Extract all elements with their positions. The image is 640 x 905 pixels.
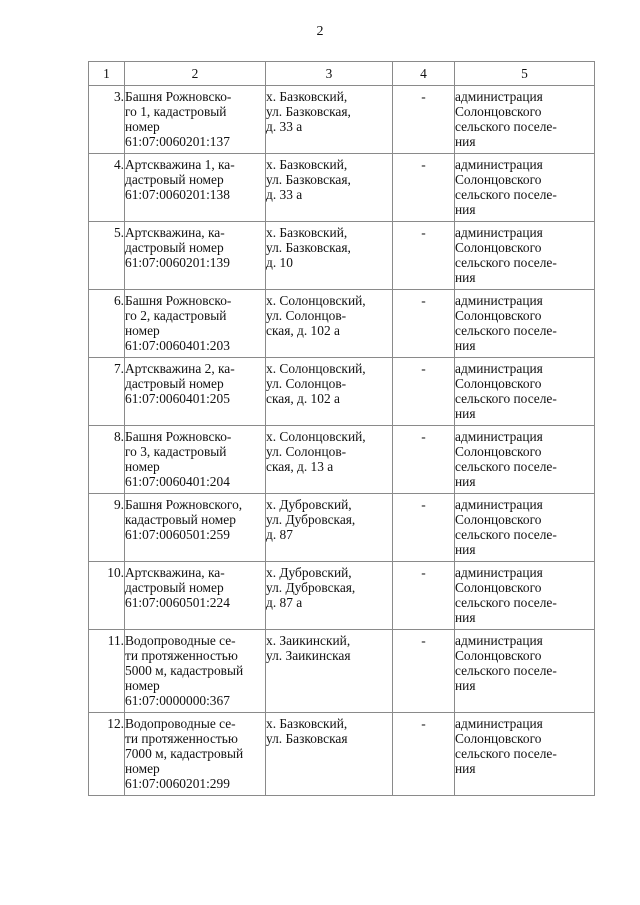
- owner-name-line: сельского поселе-: [455, 527, 557, 542]
- object-address: [266, 630, 393, 713]
- object-address-line: х. Дубровский,: [266, 565, 352, 580]
- column-4-value: -: [393, 86, 455, 154]
- object-description-line: 61:07:0060401:204: [125, 474, 230, 489]
- column-header-5: 5: [455, 62, 595, 86]
- owner-name-line: администрация: [455, 361, 543, 376]
- owner-name-line: ния: [455, 338, 476, 353]
- object-description-line: 61:07:0060501:259: [125, 527, 230, 542]
- owner-name-line: Солонцовского: [455, 512, 542, 527]
- object-description-line: номер: [125, 678, 160, 693]
- table-row: [89, 154, 595, 222]
- column-4-value: -: [393, 154, 455, 222]
- object-address-line: х. Базковский,: [266, 225, 348, 240]
- table-row: [89, 358, 595, 426]
- column-header-3: 3: [266, 62, 393, 86]
- object-description: [125, 562, 266, 630]
- row-number: 3.: [89, 86, 125, 154]
- object-description-line: Артскважина 2, ка-: [125, 361, 235, 376]
- owner-name-line: сельского поселе-: [455, 255, 557, 270]
- owner-name-line: администрация: [455, 716, 543, 731]
- table-row: [89, 494, 595, 562]
- object-address-line: х. Базковский,: [266, 157, 348, 172]
- row-number: 5.: [89, 222, 125, 290]
- object-address-line: д. 10: [266, 255, 293, 270]
- object-address-line: д. 87 а: [266, 595, 303, 610]
- table-row: [89, 222, 595, 290]
- object-address-line: х. Солонцовский,: [266, 429, 366, 444]
- object-description-line: 5000 м, кадастровый: [125, 663, 244, 678]
- object-description-line: ти протяженностью: [125, 731, 238, 746]
- object-address-line: ул. Солонцов-: [266, 376, 347, 391]
- owner-name-line: Солонцовского: [455, 104, 542, 119]
- owner-name-line: администрация: [455, 633, 543, 648]
- owner-name-line: Солонцовского: [455, 731, 542, 746]
- object-description-line: 61:07:0060201:137: [125, 134, 230, 149]
- object-description-line: Артскважина, ка-: [125, 225, 225, 240]
- owner-name-line: ния: [455, 761, 476, 776]
- owner-name: [455, 358, 595, 426]
- table-row: [89, 713, 595, 796]
- owner-name: [455, 222, 595, 290]
- table-header: [89, 62, 595, 86]
- row-number: 8.: [89, 426, 125, 494]
- object-description-line: дастровый номер: [125, 580, 224, 595]
- owner-name-line: сельского поселе-: [455, 595, 557, 610]
- column-4-value: -: [393, 494, 455, 562]
- object-description-line: номер: [125, 119, 160, 134]
- owner-name: [455, 562, 595, 630]
- owner-name-line: администрация: [455, 157, 543, 172]
- row-number: 7.: [89, 358, 125, 426]
- object-address-line: ская, д. 102 а: [266, 391, 340, 406]
- object-address-line: х. Дубровский,: [266, 497, 352, 512]
- object-description-line: дастровый номер: [125, 240, 224, 255]
- owner-name: [455, 426, 595, 494]
- object-address-line: д. 33 а: [266, 187, 303, 202]
- object-address-line: ул. Базковская,: [266, 172, 351, 187]
- object-address-line: ул. Базковская: [266, 731, 348, 746]
- object-description-line: ти протяженностью: [125, 648, 238, 663]
- owner-name: [455, 86, 595, 154]
- object-description-line: Артскважина, ка-: [125, 565, 225, 580]
- object-description: [125, 222, 266, 290]
- object-address: [266, 562, 393, 630]
- owner-name-line: сельского поселе-: [455, 663, 557, 678]
- object-description: [125, 494, 266, 562]
- owner-name-line: сельского поселе-: [455, 323, 557, 338]
- object-address-line: ская, д. 102 а: [266, 323, 340, 338]
- object-address-line: х. Базковский,: [266, 716, 348, 731]
- header-row: [89, 62, 595, 86]
- object-description-line: дастровый номер: [125, 172, 224, 187]
- object-description-line: 61:07:0060501:224: [125, 595, 230, 610]
- column-header-4: 4: [393, 62, 455, 86]
- object-address-line: х. Солонцовский,: [266, 293, 366, 308]
- object-description-line: Башня Рожновско-: [125, 429, 232, 444]
- object-address-line: д. 87: [266, 527, 293, 542]
- object-description-line: го 1, кадастровый: [125, 104, 227, 119]
- owner-name: [455, 154, 595, 222]
- object-description-line: 61:07:0060201:299: [125, 776, 230, 791]
- object-address: [266, 86, 393, 154]
- table-body: [89, 86, 595, 796]
- owner-name-line: администрация: [455, 89, 543, 104]
- row-number: 10.: [89, 562, 125, 630]
- owner-name-line: ния: [455, 406, 476, 421]
- table-row: [89, 290, 595, 358]
- table-row: [89, 630, 595, 713]
- column-4-value: -: [393, 290, 455, 358]
- object-address-line: ская, д. 13 а: [266, 459, 334, 474]
- object-description: [125, 713, 266, 796]
- object-description-line: 61:07:0060201:139: [125, 255, 230, 270]
- object-description-line: го 3, кадастровый: [125, 444, 227, 459]
- object-address: [266, 222, 393, 290]
- page-number: 2: [316, 24, 324, 39]
- column-4-value: -: [393, 713, 455, 796]
- object-description: [125, 358, 266, 426]
- owner-name-line: администрация: [455, 293, 543, 308]
- object-description: [125, 86, 266, 154]
- object-address-line: х. Базковский,: [266, 89, 348, 104]
- owner-name-line: сельского поселе-: [455, 391, 557, 406]
- object-address-line: ул. Базковская,: [266, 104, 351, 119]
- object-description-line: 61:07:0060401:205: [125, 391, 230, 406]
- object-address-line: ул. Дубровская,: [266, 512, 356, 527]
- object-description-line: номер: [125, 323, 160, 338]
- object-address-line: х. Солонцовский,: [266, 361, 366, 376]
- column-4-value: -: [393, 562, 455, 630]
- object-description-line: Водопроводные се-: [125, 716, 236, 731]
- object-address-line: ул. Дубровская,: [266, 580, 356, 595]
- object-address: [266, 713, 393, 796]
- owner-name-line: ния: [455, 134, 476, 149]
- object-address-line: ул. Базковская,: [266, 240, 351, 255]
- object-description: [125, 426, 266, 494]
- owner-name: [455, 713, 595, 796]
- object-address-line: ул. Солонцов-: [266, 444, 347, 459]
- object-description-line: 61:07:0060401:203: [125, 338, 230, 353]
- object-address: [266, 290, 393, 358]
- row-number: 9.: [89, 494, 125, 562]
- object-description-line: Башня Рожновско-: [125, 89, 232, 104]
- owner-name-line: Солонцовского: [455, 376, 542, 391]
- table-row: [89, 86, 595, 154]
- object-description-line: Башня Рожновского,: [125, 497, 243, 512]
- object-description-line: дастровый номер: [125, 376, 224, 391]
- owner-name-line: Солонцовского: [455, 308, 542, 323]
- object-address: [266, 426, 393, 494]
- owner-name-line: администрация: [455, 497, 543, 512]
- owner-name-line: Солонцовского: [455, 172, 542, 187]
- owner-name-line: сельского поселе-: [455, 187, 557, 202]
- owner-name-line: Солонцовского: [455, 648, 542, 663]
- object-description: [125, 630, 266, 713]
- row-number: 4.: [89, 154, 125, 222]
- owner-name-line: администрация: [455, 565, 543, 580]
- owner-name-line: сельского поселе-: [455, 746, 557, 761]
- owner-name-line: сельского поселе-: [455, 119, 557, 134]
- object-description-line: Артскважина 1, ка-: [125, 157, 235, 172]
- object-description-line: 61:07:0060201:138: [125, 187, 230, 202]
- owner-name-line: Солонцовского: [455, 580, 542, 595]
- object-description-line: номер: [125, 459, 160, 474]
- owner-name-line: администрация: [455, 225, 543, 240]
- table-row: [89, 562, 595, 630]
- object-description: [125, 154, 266, 222]
- row-number: 6.: [89, 290, 125, 358]
- owner-name-line: сельского поселе-: [455, 459, 557, 474]
- object-description-line: кадастровый номер: [125, 512, 236, 527]
- owner-name-line: ния: [455, 474, 476, 489]
- owner-name-line: Солонцовского: [455, 444, 542, 459]
- object-address-line: ул. Заикинская: [266, 648, 351, 663]
- row-number: 11.: [89, 630, 125, 713]
- column-header-2: 2: [125, 62, 266, 86]
- object-address-line: х. Заикинский,: [266, 633, 351, 648]
- property-table: [88, 61, 595, 796]
- owner-name: [455, 494, 595, 562]
- owner-name-line: ния: [455, 678, 476, 693]
- owner-name-line: ния: [455, 610, 476, 625]
- owner-name-line: ния: [455, 542, 476, 557]
- owner-name-line: Солонцовского: [455, 240, 542, 255]
- object-description-line: 61:07:0000000:367: [125, 693, 230, 708]
- owner-name: [455, 630, 595, 713]
- object-description-line: номер: [125, 761, 160, 776]
- object-address-line: ул. Солонцов-: [266, 308, 347, 323]
- column-4-value: -: [393, 630, 455, 713]
- column-4-value: -: [393, 222, 455, 290]
- object-address: [266, 154, 393, 222]
- object-description: [125, 290, 266, 358]
- object-address-line: д. 33 а: [266, 119, 303, 134]
- column-header-1: 1: [89, 62, 125, 86]
- column-4-value: -: [393, 426, 455, 494]
- table-row: [89, 426, 595, 494]
- owner-name-line: администрация: [455, 429, 543, 444]
- column-4-value: -: [393, 358, 455, 426]
- object-address: [266, 494, 393, 562]
- object-description-line: го 2, кадастровый: [125, 308, 227, 323]
- owner-name: [455, 290, 595, 358]
- object-description-line: Башня Рожновско-: [125, 293, 232, 308]
- owner-name-line: ния: [455, 270, 476, 285]
- object-address: [266, 358, 393, 426]
- object-description-line: 7000 м, кадастровый: [125, 746, 244, 761]
- row-number: 12.: [89, 713, 125, 796]
- object-description-line: Водопроводные се-: [125, 633, 236, 648]
- owner-name-line: ния: [455, 202, 476, 217]
